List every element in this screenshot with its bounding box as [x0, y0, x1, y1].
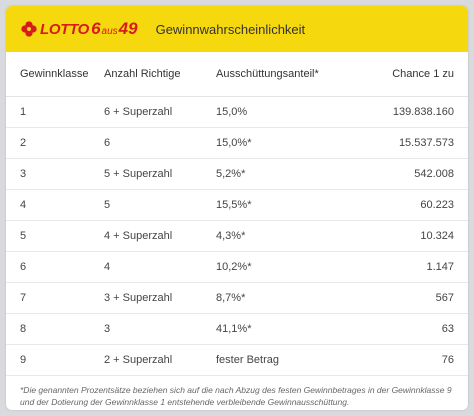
clover-icon	[20, 20, 38, 38]
cell-gewinnklasse: 5	[6, 221, 104, 252]
table-row	[6, 221, 468, 252]
table-row	[6, 128, 468, 159]
column-header-richtige: Anzahl Richtige	[104, 52, 216, 97]
cell-richtige: 6 + Superzahl	[104, 97, 216, 128]
cell-gewinnklasse: 4	[6, 190, 104, 221]
cell-gewinnklasse: 3	[6, 159, 104, 190]
logo-aus-text: aus	[101, 26, 118, 37]
lotto-logo	[20, 19, 138, 39]
cell-richtige: 3	[104, 314, 216, 345]
column-header-gewinnklasse: Gewinnklasse	[6, 52, 104, 97]
cell-anteil: 8,7%*	[216, 283, 326, 314]
page-title: Gewinnwahrscheinlichkeit	[155, 21, 306, 37]
cell-gewinnklasse: 6	[6, 252, 104, 283]
cell-chance: 15.537.573	[326, 128, 468, 159]
probability-table	[6, 52, 468, 376]
cell-gewinnklasse: 1	[6, 97, 104, 128]
cell-chance: 139.838.160	[326, 97, 468, 128]
column-header-chance: Chance 1 zu	[326, 52, 468, 97]
cell-anteil: 4,3%*	[216, 221, 326, 252]
probability-card	[6, 6, 468, 410]
card-header	[6, 6, 468, 52]
cell-chance: 10.324	[326, 221, 468, 252]
column-header-anteil: Ausschüttungsanteil*	[216, 52, 326, 97]
cell-gewinnklasse: 8	[6, 314, 104, 345]
cell-anteil: 15,5%*	[216, 190, 326, 221]
table-row	[6, 283, 468, 314]
footnote: *Die genannten Prozentsätze beziehen sich auf die nach Abzug des festen Gewinnbetrages in der Gewinnklasse 9 und der Dotierung der Gewinnklasse 1 entstehende verbleibende Gewinnausschüttung.	[20, 385, 452, 407]
cell-richtige: 4	[104, 252, 216, 283]
cell-richtige: 5	[104, 190, 216, 221]
logo-lotto-text: LOTTO	[40, 21, 90, 38]
cell-chance: 76	[326, 345, 468, 376]
cell-richtige: 6	[104, 128, 216, 159]
cell-chance: 63	[326, 314, 468, 345]
cell-anteil: 15,0%	[216, 97, 326, 128]
table-row	[6, 345, 468, 376]
cell-anteil: 5,2%*	[216, 159, 326, 190]
cell-chance: 567	[326, 283, 468, 314]
cell-anteil: fester Betrag	[216, 345, 326, 376]
cell-anteil: 10,2%*	[216, 252, 326, 283]
table-row	[6, 97, 468, 128]
cell-anteil: 15,0%*	[216, 128, 326, 159]
table-row	[6, 252, 468, 283]
cell-richtige: 3 + Superzahl	[104, 283, 216, 314]
table-row	[6, 159, 468, 190]
cell-richtige: 4 + Superzahl	[104, 221, 216, 252]
logo-six-text: 6	[91, 19, 101, 38]
table-row	[6, 190, 468, 221]
cell-anteil: 41,1%*	[216, 314, 326, 345]
cell-gewinnklasse: 2	[6, 128, 104, 159]
cell-gewinnklasse: 7	[6, 283, 104, 314]
table-header-row	[6, 52, 468, 97]
cell-richtige: 5 + Superzahl	[104, 159, 216, 190]
cell-chance: 60.223	[326, 190, 468, 221]
cell-gewinnklasse: 9	[6, 345, 104, 376]
cell-chance: 1.147	[326, 252, 468, 283]
table-row	[6, 314, 468, 345]
logo-49-text: 49	[118, 19, 138, 38]
cell-chance: 542.008	[326, 159, 468, 190]
cell-richtige: 2 + Superzahl	[104, 345, 216, 376]
